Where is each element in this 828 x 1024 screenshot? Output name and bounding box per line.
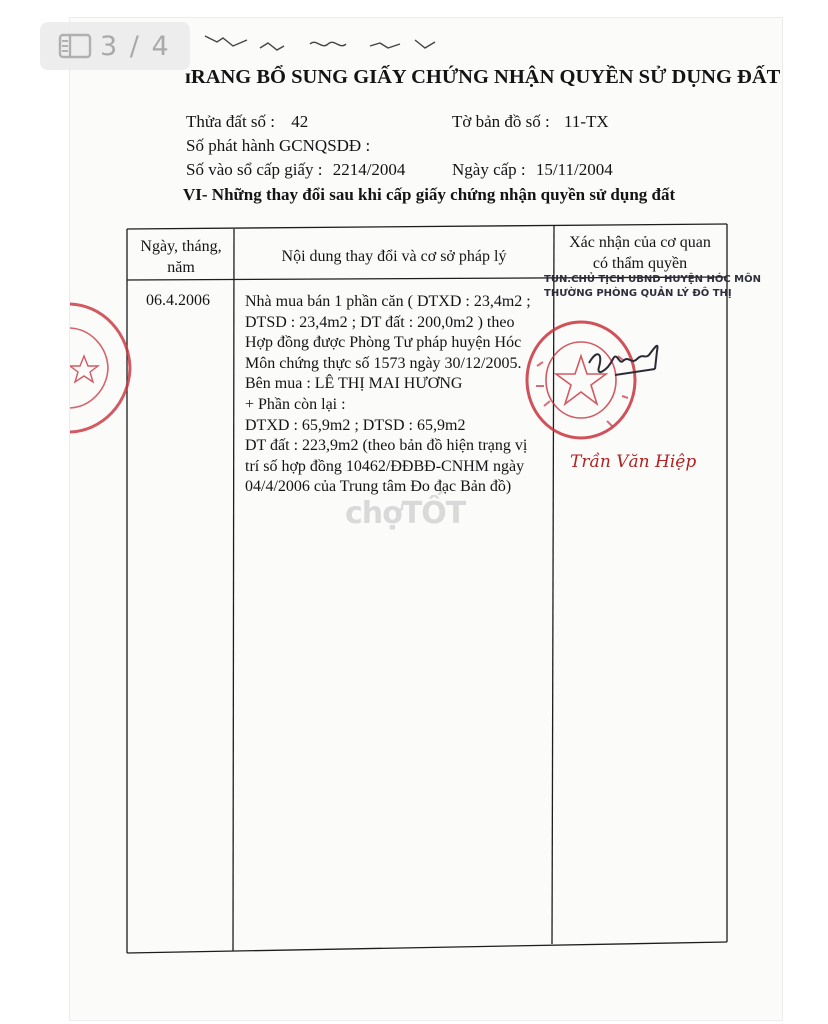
content-line: Hợp đồng được Phòng Tư pháp huyện Hóc	[245, 334, 522, 352]
signer-name: Trần Văn Hiệp	[570, 452, 697, 472]
register-label: Số vào sổ cấp giấy :	[186, 160, 323, 179]
parcel-label: Thửa đất số :	[186, 112, 276, 131]
header-confirm-line1: Xác nhận của cơ quan	[569, 234, 711, 251]
header-content: Nội dung thay đổi và cơ sở pháp lý	[281, 248, 507, 265]
header-date-line1: Ngày, tháng,	[140, 238, 222, 255]
page-counter-text: 3 / 4	[100, 30, 171, 62]
section-title: VI- Những thay đổi sau khi cấp giấy chứng nhận quyền sử dụng đất	[183, 185, 676, 204]
signature-icon	[585, 335, 685, 385]
content-line: DTXD : 65,9m2 ; DTSD : 65,9m2	[245, 416, 466, 434]
watermark-logo: chợTỐT	[345, 496, 466, 531]
left-seal-fragment-icon	[70, 298, 136, 438]
content-line: Bên mua : LÊ THỊ MAI HƯƠNG	[245, 375, 463, 393]
header-date-line2: năm	[167, 259, 195, 276]
stamp-line: TUN.CHỦ TỊCH UBND HUYỆN HÓC MÔN	[544, 274, 761, 285]
issue-date-label: Ngày cấp :	[452, 160, 526, 179]
content-line: DT đất : 223,9m2 (theo bản đồ hiện trạng vị	[245, 437, 528, 455]
official-title-stamp	[544, 273, 761, 301]
page-counter	[40, 22, 190, 70]
register-value: 2214/2004	[332, 160, 406, 179]
content-line: Môn chứng thực số 1573 ngày 30/12/2005.	[245, 354, 522, 372]
issue-date-value: 15/11/2004	[535, 160, 613, 179]
content-line: Nhà mua bán 1 phần căn ( DTXD : 23,4m2 ;	[245, 293, 531, 310]
row-date: 06.4.2006	[146, 292, 210, 309]
content-line: DTSD : 23,4m2 ; DT đất : 200,0m2 ) theo	[245, 313, 515, 331]
parcel-value: 42	[291, 112, 309, 131]
content-line: trí số hợp đồng 10462/ĐĐBĐ-CNHM ngày	[245, 457, 525, 475]
content-line: 04/4/2006 của Trung tâm Đo đạc Bản đồ)	[245, 478, 512, 496]
row-content	[245, 292, 555, 498]
document-title: ɪRANG BỔ SUNG GIẤY CHỨNG NHẬN QUYỀN SỬ DỤNG ĐẤT	[185, 66, 781, 88]
map-label: Tờ bản đồ số :	[452, 112, 550, 131]
issue-no-label: Số phát hành GCNQSDĐ :	[186, 136, 371, 155]
header-confirm-line2: có thẩm quyền	[592, 255, 688, 272]
stamp-line: THƯỜNG PHÒNG QUẢN LÝ ĐÔ THỊ	[544, 288, 732, 299]
handwritten-scribble	[200, 26, 520, 66]
map-value: 11-TX	[564, 112, 609, 131]
content-line: + Phần còn lại :	[245, 395, 346, 413]
page-view-icon	[58, 33, 92, 59]
